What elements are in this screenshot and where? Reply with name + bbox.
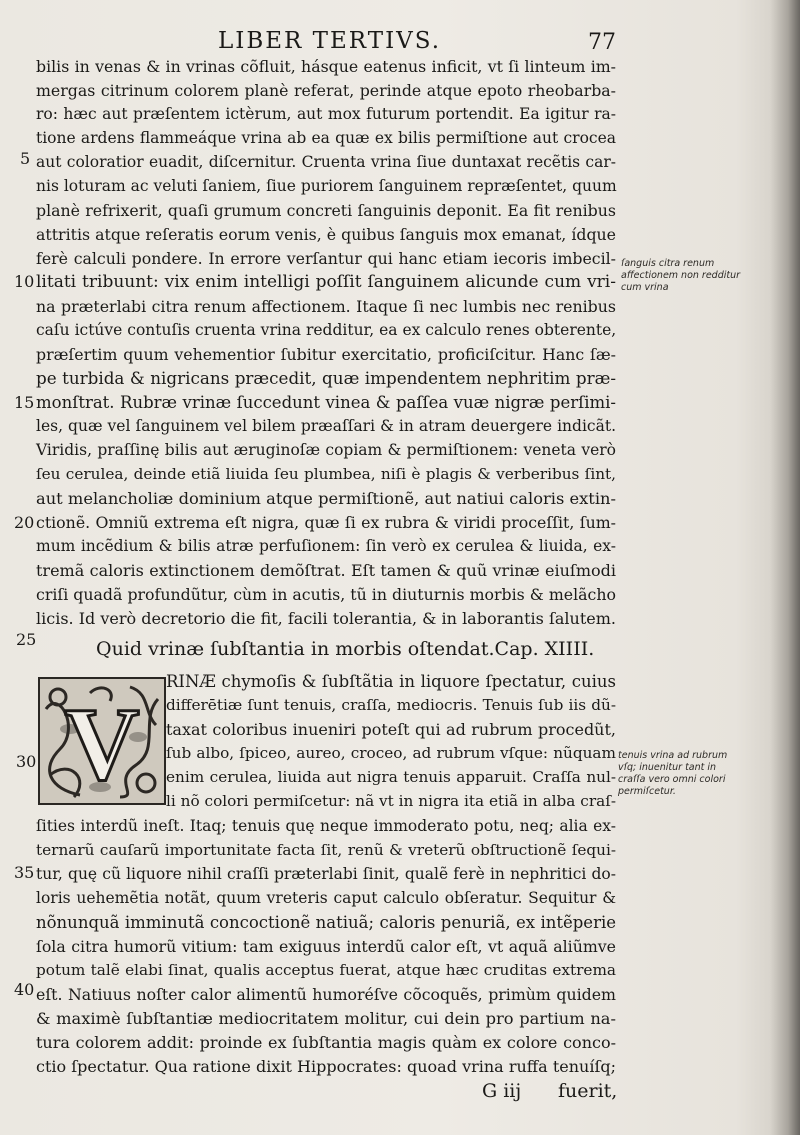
text-line: ternarũ cauſarũ importunitate facta ſit, renũ & vreterũ obſtructionẽ ſequi- [36,841,616,859]
text-line: ſities interdũ ineſt. Itaq; tenuis quę neque immoderato potu, neq; alia ex- [36,817,616,835]
text-line: differētiæ ſunt tenuis, craſſa, mediocris. Tenuis ſub iis dũ- [166,696,616,714]
signature-mark: G iij [482,1080,522,1102]
text-line: tura colorem addit: proinde ex ſubſtantia magis quàm ex colore conco- [36,1033,616,1052]
text-line: nõnunquã imminutã concoctionẽ natiuã; caloris penuriã, ex intẽperie [36,913,616,932]
line-number: 40 [14,980,35,999]
text-line: potum talẽ elabi ſinat, qualis acceptus fuerat, atque hæc cruditas extrema [36,961,616,979]
text-line: ro: hæc aut præſentem ictèrum, aut mox futurum portendit. Ea igitur ra- [36,105,616,123]
running-head: LIBER TERTIVS. [218,28,442,54]
note-line: vſq; inuenitur tant in [618,762,717,773]
text-line: licis. Id verò decretorio die fit, facili tolerantia, & in laborantis ſalutem. [36,609,616,628]
margin-note-1 [621,258,740,294]
line-number: 30 [16,752,37,771]
line-number: 10 [14,272,35,291]
line-number: 20 [14,513,35,532]
text-line: na præterlabi citra renum affectionem. Itaque ſi nec lumbis nec renibus [36,297,616,316]
page-number: 77 [588,30,616,55]
text-line: mum incẽdium & bilis atræ perfuſionem: ſin verò ex cerulea & liuida, ex- [36,537,616,555]
text-line: aut melancholiæ dominium atque permiſtionẽ, aut natiui caloris extin- [36,489,616,508]
catchword: fuerit, [558,1080,618,1102]
note-line: tenuis vrina ad rubrum [618,750,728,761]
text-line: nis loturam ac veluti ſaniem, ſiue puriorem ſanguinem repræſentet, quum [36,177,617,195]
initial-letter: V [64,687,140,802]
note-line: cum vrina [621,282,669,293]
note-line: affectionem non redditur [621,270,741,281]
text-line: li nõ colori permiſcetur: nã vt in nigra ita etiã in alba craſ- [166,792,616,810]
chapter-heading [96,638,595,660]
text-line: ctio ſpectatur. Qua ratione dixit Hippocrates: quoad vrina ruffa tenuíſq; [36,1057,616,1076]
text-line: tur, quę cũ liquore nihil craſſi præterlabi ſinit, qualẽ ferè in nephritici do- [36,865,616,883]
text-line: ſeu cerulea, deinde etiã liuida ſeu plumbea, niſi è plagis & verberibus ſint, [36,465,616,483]
text-line: Viridis, praſſinę bilis aut æruginoſæ copiam & permiſtionem: veneta verò [36,441,616,459]
text-line: & maximè ſubſtantiæ mediocritatem molitur, cui dein pro partium na- [36,1009,616,1028]
text-line: planè refrixerit, quaſi grumum concreti ſanguinis deponit. Ea fit renibus [36,201,616,220]
text-line: bilis in venas & in vrinas cõfluit, hásque eatenus inficit, vt ſi linteum im- [36,57,616,76]
note-line: permiſcetur. [618,786,676,797]
text-line: ſola citra humorũ vitium: tam exiguus interdũ calor eſt, vt aquã aliũmve [36,937,616,956]
text-line: ſub albo, ſpiceo, aureo, croceo, ad rubrum vſque: nũquam [166,744,616,762]
text-line: enim cerulea, liuida aut nigra tenuis apparuit. Craſſa nul- [166,768,616,786]
line-number: 25 [16,630,37,649]
decorated-initial [38,677,166,805]
text-line: ferè calculi pondere. In errore verſantur qui hanc etiam iecoris imbecil- [36,249,616,268]
text-line: attritis atque reſeratis eorum venis, è quibus ſanguis mox emanat, ídque [36,225,616,244]
chapter-title: Quid vrinæ ſubſtantia in morbis oſtendat. [96,638,495,660]
note-line: craſſa vero omni colori [618,774,726,785]
text-line: monſtrat. Rubræ vrinæ ſuccedunt vinea & paſſea vuæ nigræ perſimi- [36,393,616,412]
text-line: aut coloratior euadit, diſcernitur. Cruenta vrina ſiue duntaxat recẽtis car- [36,153,616,171]
chapter-number: Cap. XIIII. [494,638,595,660]
text-line: eſt. Natiuus noſter calor alimentũ humoréſve cõcoquẽs, primùm quidem [36,985,616,1004]
ornament-vine-icon [40,679,164,803]
line-number: 35 [14,863,35,882]
text-line: tremã caloris extinctionem demõſtrat. Eſt tamen & quũ vrinæ eiuſmodi [36,561,616,580]
text-line: les, quæ vel ſanguinem vel bilem præaſſari & in atram deuergere indicãt. [36,417,616,435]
page-gutter-shadow [770,0,800,1135]
text-line: præſertim quum vehementior ſubitur exercitatio, proficiſcitur. Hanc ſæ- [36,345,616,364]
text-line: taxat coloribus inueniri poteſt qui ad rubrum procedũt, [166,720,616,739]
margin-note-2 [618,750,727,798]
text-line: loris uehemẽtia notãt, quum vreteris caput calculo obſeratur. Sequitur & [36,889,616,907]
note-line: ſanguis citra renum [621,258,715,269]
text-line: pe turbida & nigricans præcedit, quæ impendentem nephritim præ- [36,368,616,388]
line-number: 5 [20,149,31,168]
text-line: caſu ictúve contuſis cruenta vrina redditur, ea ex calculo renes obterente, [36,321,617,339]
text-line: RINÆ chymoſis & ſubſtãtia in liquore ſpectatur, cuius [166,672,616,691]
text-line: criſi quadã profundũtur, cùm in acutis, tũ in diuturnis morbis & melãcho [36,585,616,604]
text-line: mergas citrinum colorem planè referat, perinde atque epoto rheobarba- [36,81,616,100]
text-line: litati tribuunt: vix enim intelligi poſſit ſanguinem alicunde cum vri- [36,272,616,292]
line-number: 15 [14,393,35,412]
text-line: tione ardens flammeáque vrina ab ea quæ ex bilis permiſtione aut crocea [36,129,616,147]
text-line: ctionẽ. Omniũ extrema eſt nigra, quæ ſi ex rubra & viridi proceſſit, ſum- [36,513,616,532]
